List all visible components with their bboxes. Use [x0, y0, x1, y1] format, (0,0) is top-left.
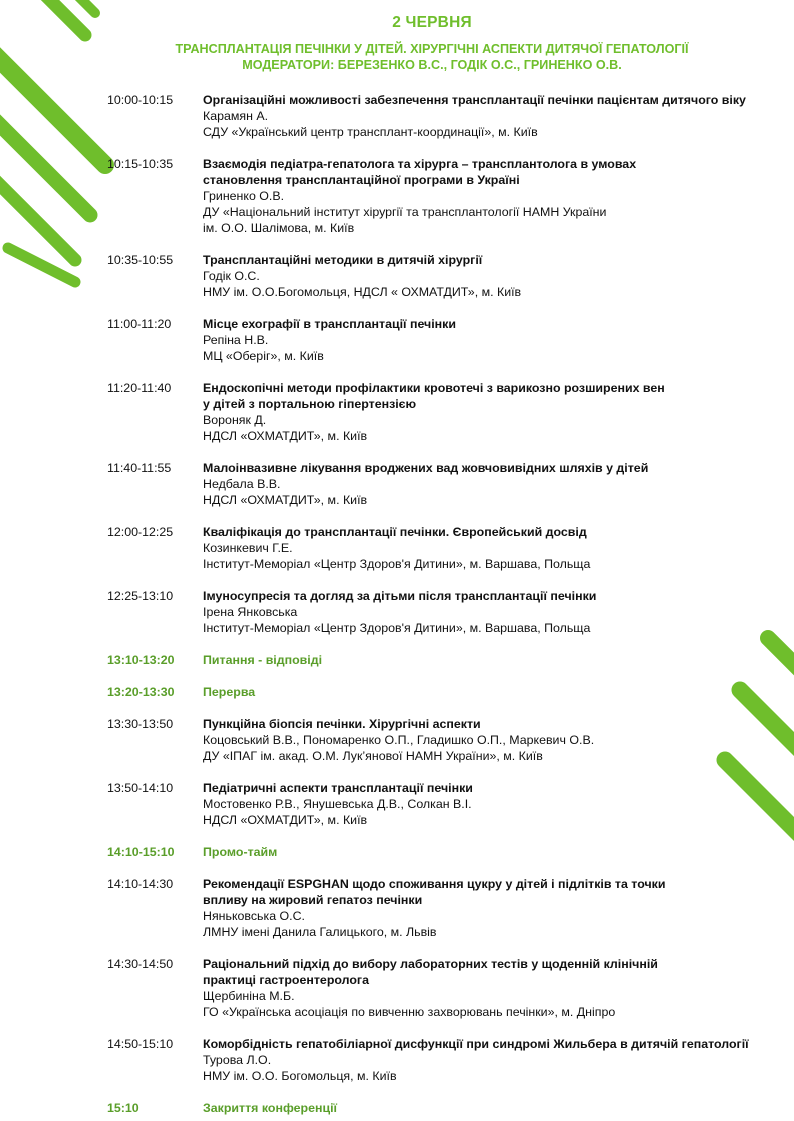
- program-entry: [107, 316, 787, 364]
- program-entry: [107, 1036, 787, 1084]
- conference-date: 2 ЧЕРВНЯ: [392, 14, 472, 31]
- speaker-affiliation: ДУ «Національний інститут хірургії та трансплантології НАМН України: [203, 205, 607, 219]
- speaker-name: Турова Л.О.: [203, 1053, 272, 1067]
- talk-title: впливу на жировий гепатоз печінки: [203, 893, 423, 907]
- talk-title: Місце ехографії в трансплантації печінки: [203, 317, 456, 331]
- entry-time: 12:25-13:10: [107, 589, 174, 603]
- entry-content: [203, 316, 787, 364]
- entry-content: [203, 588, 787, 636]
- speaker-name: Ірена Янковська: [203, 605, 298, 619]
- entry-content: [203, 156, 787, 236]
- talk-title: Організаційні можливості забезпечення трансплантації печінки пацієнтам дитячого віку: [203, 93, 746, 107]
- entry-time: 13:50-14:10: [107, 781, 174, 795]
- entry-time: 14:30-14:50: [107, 957, 174, 971]
- talk-title: Малоінвазивне лікування вроджених вад жовчовивідних шляхів у дітей: [203, 461, 649, 475]
- program-entry: [107, 780, 787, 828]
- speaker-affiliation: СДУ «Український центр трансплант-координації», м. Київ: [203, 125, 538, 139]
- talk-title: практиці гастроентеролога: [203, 973, 369, 987]
- program-break: [107, 652, 787, 668]
- talk-title: Закриття конференції: [203, 1101, 337, 1115]
- program-entry: [107, 460, 787, 508]
- speaker-affiliation: НМУ ім. О.О.Богомольця, НДСЛ « ОХМАТДИТ», м. Київ: [203, 285, 522, 299]
- program-entry: [107, 156, 787, 236]
- entry-content: [203, 380, 787, 444]
- entry-content: [203, 92, 787, 140]
- program-break: [107, 844, 787, 860]
- entry-time: 11:40-11:55: [107, 461, 172, 475]
- speaker-name: Коцовський В.В., Пономаренко О.П., Гладишко О.П., Маркевич О.В.: [203, 733, 595, 747]
- entry-content: [203, 684, 787, 700]
- talk-title: Перерва: [203, 685, 256, 699]
- speaker-affiliation: НДСЛ «ОХМАТДИТ», м. Київ: [203, 493, 368, 507]
- talk-title: становлення трансплантаційної програми в Україні: [203, 173, 520, 187]
- speaker-affiliation: ЛМНУ імені Данила Галицького, м. Львів: [203, 925, 437, 939]
- speaker-affiliation: МЦ «Оберіг», м. Київ: [203, 349, 324, 363]
- entry-content: [203, 1100, 787, 1116]
- program-entry: [107, 876, 787, 940]
- program-break: [107, 1100, 787, 1116]
- entry-content: [203, 460, 787, 508]
- speaker-name: Няньковська О.С.: [203, 909, 305, 923]
- entry-time: 13:30-13:50: [107, 717, 174, 731]
- speaker-name: Недбала В.В.: [203, 477, 281, 491]
- talk-title: Пункційна біопсія печінки. Хірургічні аспекти: [203, 717, 481, 731]
- entry-content: [203, 956, 787, 1020]
- speaker-affiliation: НМУ ім. О.О. Богомольця, м. Київ: [203, 1069, 397, 1083]
- talk-title: Трансплантаційні методики в дитячій хірургії: [203, 253, 483, 267]
- talk-title: Ендоскопічні методи профілактики кровотечі з варикозно розширених вен: [203, 381, 665, 395]
- speaker-name: Репіна Н.В.: [203, 333, 269, 347]
- speaker-affiliation: ДУ «ІПАГ ім. акад. О.М. Лук’янової НАМН України», м. Київ: [203, 749, 543, 763]
- talk-title: Раціональний підхід до вибору лабораторних тестів у щоденній клінічній: [203, 957, 658, 971]
- entry-content: [203, 252, 787, 300]
- talk-title: у дітей з портальною гіпертензією: [203, 397, 417, 411]
- program-entry: [107, 716, 787, 764]
- entry-content: [203, 524, 787, 572]
- entry-time: 10:15-10:35: [107, 157, 174, 171]
- speaker-name: Щербиніна М.Б.: [203, 989, 295, 1003]
- talk-title: Імуносупресія та догляд за дітьми після трансплантації печінки: [203, 589, 597, 603]
- talk-title: Питання - відповіді: [203, 653, 323, 667]
- talk-title: Кваліфікація до трансплантації печінки. Європейський досвід: [203, 525, 587, 539]
- talk-title: Взаємодія педіатра-гепатолога та хірурга – трансплантолога в умовах: [203, 157, 637, 171]
- speaker-name: Гриненко О.В.: [203, 189, 285, 203]
- entry-time: 10:35-10:55: [107, 253, 174, 267]
- entry-time: 15:10: [107, 1101, 139, 1115]
- speaker-affiliation: Інститут-Меморіал «Центр Здоров'я Дитини», м. Варшава, Польща: [203, 621, 591, 635]
- entry-content: [203, 716, 787, 764]
- program-entry: [107, 380, 787, 444]
- program-break: [107, 684, 787, 700]
- entry-time: 10:00-10:15: [107, 93, 174, 107]
- program-entry: [107, 524, 787, 572]
- entry-time: 14:50-15:10: [107, 1037, 174, 1051]
- speaker-affiliation: НДСЛ «ОХМАТДИТ», м. Київ: [203, 813, 368, 827]
- entry-content: [203, 780, 787, 828]
- entry-time: 14:10-15:10: [107, 845, 175, 859]
- entry-time: 11:20-11:40: [107, 381, 172, 395]
- speaker-name: Карамян А.: [203, 109, 269, 123]
- talk-title: Коморбідність гепатобіліарної дисфункції при синдромі Жильбера в дитячій гепатології: [203, 1037, 749, 1051]
- talk-title: Рекомендації ESPGHAN щодо споживання цукру у дітей і підлітків та точки: [203, 877, 666, 891]
- speaker-affiliation: НДСЛ «ОХМАТДИТ», м. Київ: [203, 429, 368, 443]
- program-entry: [107, 252, 787, 300]
- program-entry: [107, 956, 787, 1020]
- entry-time: 13:20-13:30: [107, 685, 175, 699]
- speaker-affiliation: ГО «Українська асоціація по вивченню захворювань печінки», м. Дніпро: [203, 1005, 616, 1019]
- entry-content: [203, 1036, 787, 1084]
- session-title: ТРАНСПЛАНТАЦІЯ ПЕЧІНКИ У ДІТЕЙ. ХІРУРГІЧНІ АСПЕКТИ ДИТЯЧОЇ ГЕПАТОЛОГІЇ: [175, 42, 689, 56]
- entry-content: [203, 844, 787, 860]
- entry-time: 13:10-13:20: [107, 653, 175, 667]
- page-header: [0, 14, 794, 73]
- entry-time: 14:10-14:30: [107, 877, 174, 891]
- entry-content: [203, 876, 787, 940]
- entry-time: 12:00-12:25: [107, 525, 174, 539]
- program-entry: [107, 92, 787, 140]
- entry-time: 11:00-11:20: [107, 317, 172, 331]
- speaker-name: Вороняк Д.: [203, 413, 267, 427]
- speaker-affiliation: ім. О.О. Шалімова, м. Київ: [203, 221, 355, 235]
- speaker-name: Годік О.С.: [203, 269, 260, 283]
- session-moderators: МОДЕРАТОРИ: БЕРЕЗЕНКО В.С., ГОДІК О.С., ГРИНЕНКО О.В.: [242, 58, 622, 72]
- speaker-name: Мостовенко Р.В., Янушевська Д.В., Солкан В.І.: [203, 797, 472, 811]
- entry-content: [203, 652, 787, 668]
- talk-title: Промо-тайм: [203, 845, 278, 859]
- speaker-affiliation: Інститут-Меморіал «Центр Здоров'я Дитини», м. Варшава, Польща: [203, 557, 591, 571]
- talk-title: Педіатричні аспекти трансплантації печінки: [203, 781, 473, 795]
- program-entry: [107, 588, 787, 636]
- speaker-name: Козинкевич Г.Е.: [203, 541, 293, 555]
